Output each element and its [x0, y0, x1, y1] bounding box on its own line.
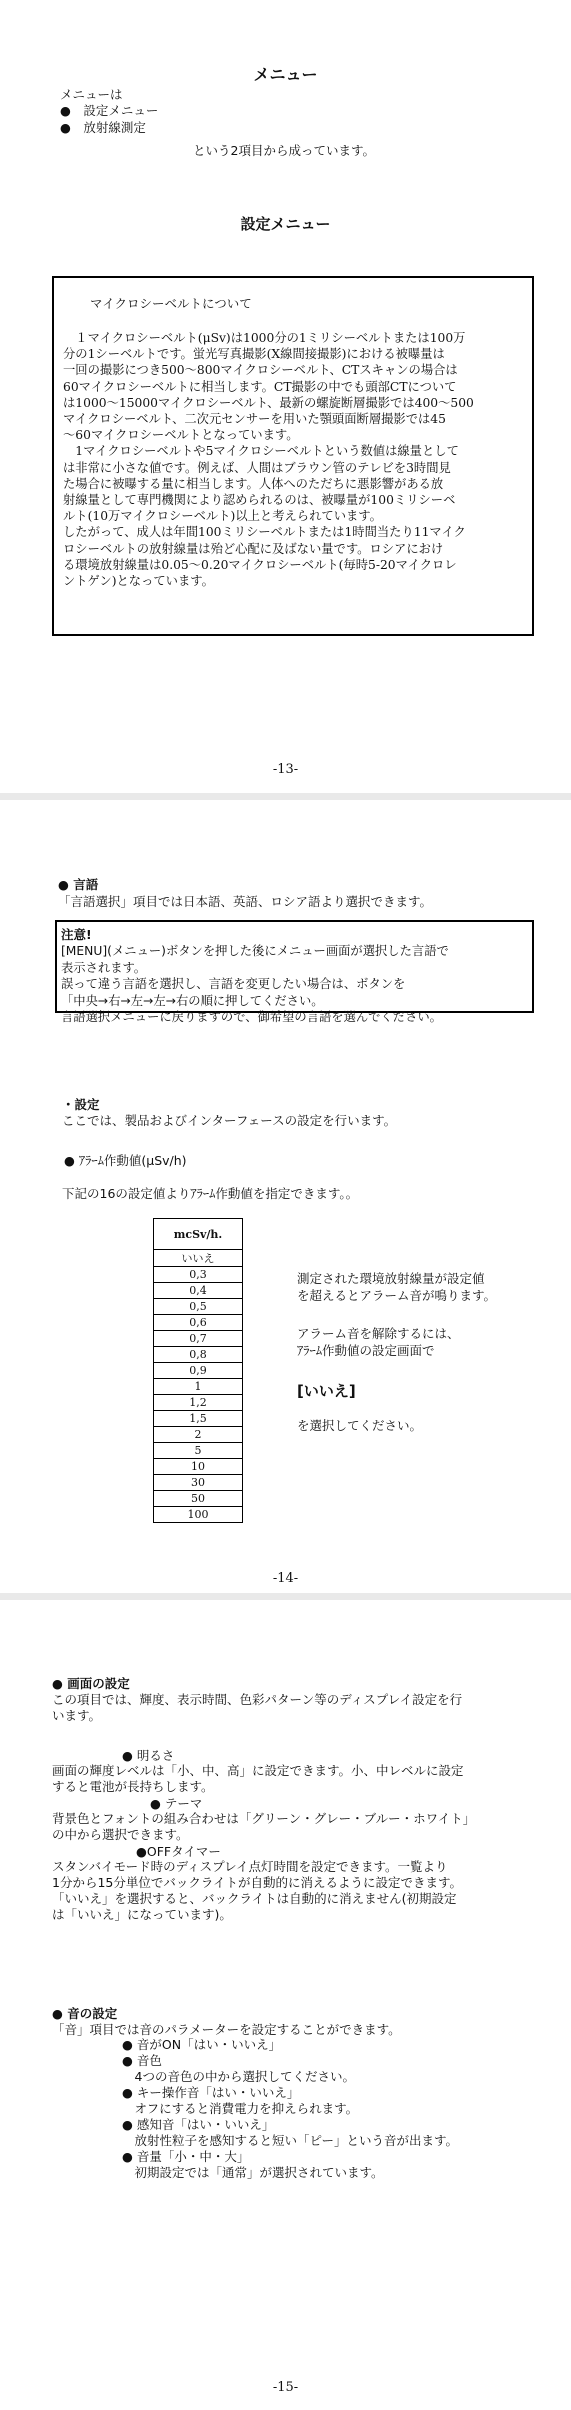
table-cell: 5 — [154, 1443, 243, 1459]
note-line: [MENU](メニュー)ボタンを押した後にメニュー画面が選択した言語で — [61, 944, 449, 958]
sound-option-line: 4つの音色の中から選択してください。 — [122, 2069, 355, 2084]
alarm-explanation-line: を超えるとアラーム音が鳴ります。 — [297, 1288, 497, 1303]
info-box-line: 分の1シーベルトです。蛍光写真撮影(X線間接撮影)における被曝量は — [63, 347, 445, 362]
table-cell: いいえ — [154, 1250, 243, 1267]
alarm-instruction-end: を選択してください。 — [297, 1418, 423, 1433]
table-row — [154, 1267, 243, 1283]
alarm-explanation-line: 測定された環境放射線量が設定値 — [297, 1271, 485, 1286]
screen-text — [52, 1692, 462, 1724]
brightness-text-line: 画面の輝度レベルは「小、中、高」に設定できます。小、中レベルに設定 — [52, 1763, 464, 1778]
info-box-line: た場合に被曝する量に相当します。人体へのただちに悪影響がある放 — [63, 476, 444, 491]
table-row — [154, 1283, 243, 1299]
alarm-no-option: [いいえ] — [297, 1382, 356, 1400]
table-row — [154, 1411, 243, 1427]
sound-option-line: ● キー操作音「はい・いいえ」 — [122, 2085, 300, 2100]
page-title: メニュー — [253, 65, 318, 84]
timer-text — [52, 1859, 462, 1923]
info-box-line: ロシーベルトの放射線量は殆ど心配に及ばない量です。ロシアにおけ — [63, 541, 444, 556]
table-row — [154, 1427, 243, 1443]
theme-text — [52, 1811, 475, 1843]
info-box-line: マイクロシーベルト、二次元センサーを用いた顎頭面断層撮影では45 — [63, 412, 446, 427]
table-row — [154, 1363, 243, 1379]
brightness-text-line: すると電池が長持ちします。 — [52, 1779, 214, 1794]
info-box-line: 60マイクロシーベルトに相当します。CT撮影の中でも頭部CTについて — [63, 379, 457, 394]
sound-option-line: 初期設定では「通常」が選択されています。 — [122, 2165, 384, 2180]
table-cell: 10 — [154, 1459, 243, 1475]
settings-text: ここでは、製品およびインターフェースの設定を行います。 — [62, 1113, 397, 1128]
table-cell: 50 — [154, 1491, 243, 1507]
screen-text-line: この項目では、輝度、表示時間、色彩パターン等のディスプレイ設定を行 — [52, 1692, 463, 1707]
info-box-line: 〜60マイクロシーベルトとなっています。 — [63, 428, 299, 443]
note-line: 「中央→右→左→左→右の順に押してください。 — [61, 993, 324, 1008]
brightness-heading: ● 明るさ — [122, 1748, 175, 1763]
table-cell: 100 — [154, 1507, 243, 1523]
menu-item: ● 設定メニュー — [60, 103, 159, 118]
info-box — [52, 276, 534, 636]
page-number: -14- — [272, 1571, 299, 1586]
alarm-table — [153, 1218, 243, 1523]
menu-item: ● 放射線測定 — [60, 120, 146, 135]
info-box-line: ルト(10万マイクロシーベルト)以上と考えられています。 — [63, 509, 382, 524]
info-box-title: マイクロシーベルトについて — [90, 296, 252, 311]
info-box-line: 一回の撮影につき500〜800マイクロシーベルト、CTスキャンの場合は — [63, 363, 458, 378]
note-line: 誤って違う言語を選択し、言語を変更したい場合は、ボタンを — [61, 977, 406, 992]
page-14 — [0, 800, 571, 1593]
info-box-line: る環境放射線量は0.05〜0.20マイクロシーベルト(毎時5-20マイクロレ — [63, 557, 457, 572]
info-box-body — [63, 330, 474, 589]
alarm-text: 下記の16の設定値よりｱﾗｰﾑ作動値を指定できます。。 — [62, 1186, 359, 1201]
table-row — [154, 1395, 243, 1411]
sound-option-line: ● 音色 — [122, 2053, 162, 2068]
timer-text-line: 「いいえ」を選択すると、バックライトは自動的に消えません(初期設定 — [52, 1891, 457, 1906]
table-cell: 0,9 — [154, 1363, 243, 1379]
table-row — [154, 1250, 243, 1267]
info-box-line: １マイクロシーベルト(μSv)は1000分の1ミリシーベルトまたは100万 — [63, 331, 466, 345]
table-cell: 0,6 — [154, 1315, 243, 1331]
table-cell: 30 — [154, 1475, 243, 1491]
table-cell: 1 — [154, 1379, 243, 1395]
brightness-text — [52, 1763, 464, 1795]
theme-text-line: の中から選択できます。 — [52, 1827, 189, 1842]
table-row — [154, 1475, 243, 1491]
table-cell: 2 — [154, 1427, 243, 1443]
language-heading: ● 言語 — [58, 877, 99, 892]
note-box — [55, 920, 534, 1025]
menu-intro-end: という2項目から成っています。 — [193, 143, 375, 158]
timer-text-line: 1分から15分単位でバックライトが自動的に消えるように設定できます。 — [52, 1875, 462, 1890]
timer-heading: ●OFFタイマー — [136, 1844, 221, 1859]
page-number: -15- — [272, 2380, 299, 2395]
settings-heading: ・設定 — [62, 1097, 100, 1112]
language-text: 「言語選択」項目では日本語、英語、ロシア語より選択できます。 — [58, 894, 433, 909]
table-cell: 1,2 — [154, 1395, 243, 1411]
page-number: -13- — [272, 762, 299, 777]
page-13 — [0, 0, 571, 793]
table-header: mcSv/h. — [154, 1219, 243, 1250]
note-line: 言語選択メニューに戻りますので、御希望の言語を選んでください。 — [61, 1010, 442, 1025]
timer-text-line: スタンバイモード時のディスプレイ点灯時間を設定できます。一覧より — [52, 1859, 448, 1874]
info-box-line: 1マイクロシーベルトや5マイクロシーベルトという数値は線量として — [63, 444, 459, 459]
sound-option-line: 放射性粒子を感知すると短い「ピー」という音が出ます。 — [122, 2133, 459, 2148]
theme-text-line: 背景色とフォントの組み合わせは「グリーン・グレー・ブルー・ホワイト」 — [52, 1811, 476, 1826]
page-15 — [0, 1600, 571, 2410]
table-row — [154, 1443, 243, 1459]
sound-options — [122, 2037, 458, 2181]
info-box-line: したがって、成人は年間100ミリシーベルトまたは1時間当たり11マイク — [63, 525, 466, 540]
alarm-explanation — [297, 1270, 496, 1304]
sound-option-line: ● 音量「小・中・大」 — [122, 2149, 250, 2164]
note-line: 表示されます。 — [61, 960, 147, 975]
table-row — [154, 1379, 243, 1395]
sound-option-line: ● 感知音「はい・いいえ」 — [122, 2117, 275, 2132]
alarm-release-line: アラーム音を解除するには、 — [297, 1326, 460, 1341]
table-cell: 0,8 — [154, 1347, 243, 1363]
table-row — [154, 1347, 243, 1363]
sound-heading: ● 音の設定 — [52, 2006, 118, 2021]
info-box-line: 射線量として専門機関により認められるのは、被曝量が100ミリシーベ — [63, 493, 456, 508]
table-cell: 0,3 — [154, 1267, 243, 1283]
sound-intro: 「音」項目では音のパラメーターを設定することができます。 — [52, 2022, 401, 2037]
table-cell: 1,5 — [154, 1411, 243, 1427]
info-box-line: ントゲン)となっています。 — [63, 574, 214, 589]
table-row — [154, 1507, 243, 1523]
info-box-line: は1000〜15000マイクロシーベルト、最新の螺旋断層撮影では400〜500 — [63, 395, 474, 410]
note-body — [61, 943, 449, 1026]
note-title: 注意! — [61, 927, 92, 942]
info-box-line: は非常に小さな値です。例えば、人間はブラウン管のテレビを3時間見 — [63, 460, 451, 475]
table-row — [154, 1331, 243, 1347]
sound-option-line: オフにすると消費電力を抑えられます。 — [122, 2101, 359, 2116]
table-cell: 0,4 — [154, 1283, 243, 1299]
table-row — [154, 1491, 243, 1507]
table-row — [154, 1459, 243, 1475]
theme-heading: ● テーマ — [150, 1796, 203, 1811]
table-cell: 0,5 — [154, 1299, 243, 1315]
table-row — [154, 1315, 243, 1331]
alarm-release-instruction — [297, 1325, 460, 1359]
menu-intro: メニューは — [60, 87, 123, 102]
table-row — [154, 1299, 243, 1315]
alarm-release-line: ｱﾗｰﾑ作動値の設定画面で — [297, 1343, 435, 1358]
sound-option-line: ● 音がON「はい・いいえ」 — [122, 2037, 282, 2052]
alarm-heading: ● ｱﾗｰﾑ作動値(μSv/h) — [64, 1153, 187, 1168]
table-cell: 0,7 — [154, 1331, 243, 1347]
screen-text-line: います。 — [52, 1708, 102, 1723]
timer-text-line: は「いいえ」になっています)。 — [52, 1907, 232, 1922]
screen-heading: ● 画面の設定 — [52, 1676, 130, 1691]
section-title: 設定メニュー — [240, 215, 331, 233]
